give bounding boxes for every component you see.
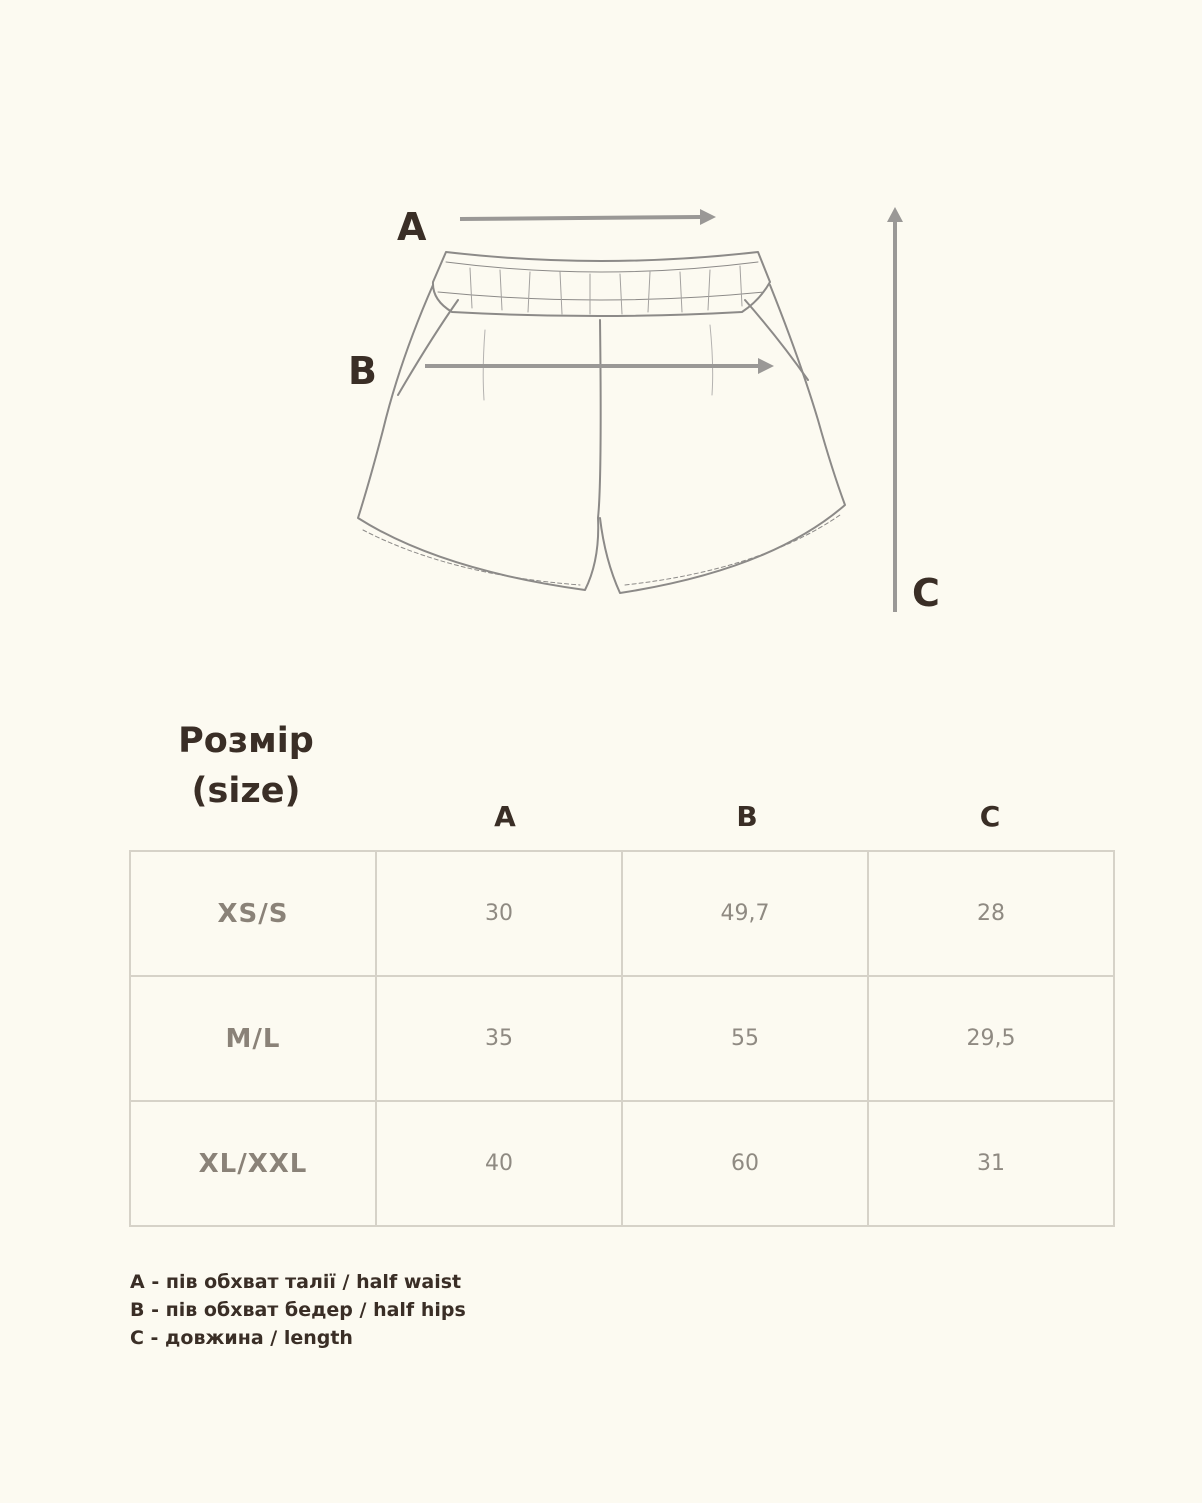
- value-cell-b: 55: [622, 976, 868, 1101]
- value-cell-c: 31: [868, 1101, 1114, 1226]
- size-cell: XL/XXL: [130, 1101, 376, 1226]
- column-header-c: C: [979, 800, 1001, 833]
- value-cell-c: 28: [868, 851, 1114, 976]
- value-cell-c: 29,5: [868, 976, 1114, 1101]
- legend: [130, 1268, 466, 1352]
- column-header-b: B: [736, 800, 758, 833]
- legend-item-c: C - довжина / length: [130, 1327, 353, 1349]
- size-cell: XS/S: [130, 851, 376, 976]
- legend-item-b: B - пів обхват бедер / half hips: [130, 1299, 466, 1321]
- table-row: [130, 1101, 1114, 1226]
- table-row: [130, 851, 1114, 976]
- size-table-title: Розмір (size): [178, 721, 314, 811]
- shorts-sketch: [0, 0, 1202, 680]
- arrow-c: [887, 207, 903, 612]
- column-header-a: A: [494, 800, 516, 833]
- label-c: C: [912, 571, 940, 615]
- label-a: A: [397, 205, 427, 249]
- label-b: B: [348, 349, 377, 393]
- legend-item-a: A - пів обхват талії / half waist: [130, 1271, 462, 1293]
- waistband-outline: [433, 252, 770, 316]
- shorts-diagram: [0, 0, 1202, 680]
- value-cell-a: 35: [376, 976, 622, 1101]
- value-cell-a: 30: [376, 851, 622, 976]
- size-cell: M/L: [130, 976, 376, 1101]
- size-table: [129, 850, 1115, 1227]
- value-cell-b: 60: [622, 1101, 868, 1226]
- value-cell-a: 40: [376, 1101, 622, 1226]
- value-cell-b: 49,7: [622, 851, 868, 976]
- arrow-a: [460, 209, 716, 225]
- table-row: [130, 976, 1114, 1101]
